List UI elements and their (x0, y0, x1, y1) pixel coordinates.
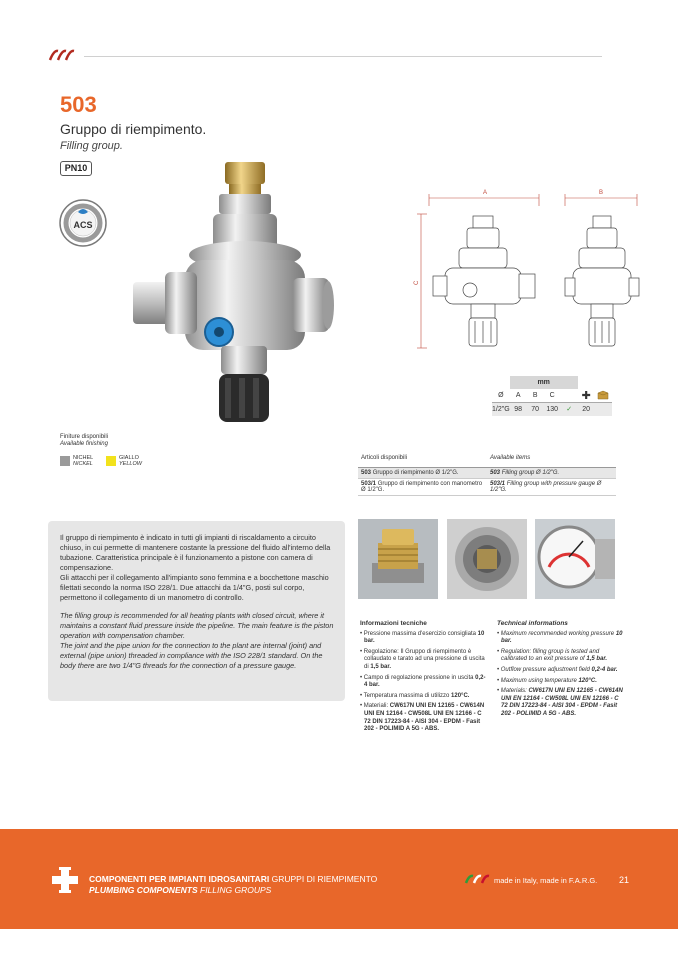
list-item: • Maximum recommended working pressure 10 bar. (497, 630, 623, 645)
acs-certification-icon (58, 198, 108, 248)
plumbing-category-icon (52, 867, 78, 893)
finish-nickel-en: NICKEL (73, 461, 93, 467)
dimension-col-c: C (544, 389, 561, 403)
footer-category-it-bold: COMPONENTI PER IMPIANTI IDROSANITARI (89, 874, 270, 884)
pressure-badge: PN10 (60, 161, 92, 176)
dimension-col-b: B (527, 389, 544, 403)
table-row (358, 478, 616, 495)
description-box (48, 521, 345, 701)
footer-category-it (89, 874, 377, 884)
list-item: • Pressione massima d'esercizio consigliata 10 bar. (360, 630, 485, 645)
footer-category-en-sub: FILLING GROUPS (200, 885, 272, 895)
list-item: • Outflow pressure adjustment field 0,2-4 bar. (497, 666, 618, 673)
product-title-en: Filling group. (60, 140, 123, 152)
dimension-col-a: A (510, 389, 527, 403)
description-en-1: The filling group is recommended for all heating plants with closed circuit, where it maintains a constant fluid pressure inside the pipeline. The main feature is the piston operation with compensation chamber. (60, 611, 334, 640)
item-code: 503/1 (361, 480, 377, 487)
plus-icon: ✚ (578, 389, 595, 403)
detail-photo-gauge (535, 519, 615, 599)
made-in-italy: made in Italy, made in F.A.R.G. (494, 876, 598, 885)
technical-info-it (360, 620, 488, 737)
footer-category-en (89, 885, 271, 895)
list-item: • Maximum using temperature 120°C. (497, 677, 597, 684)
dimension-label-a: A (482, 190, 488, 196)
list-item: • Campo di regolazione pressione in uscita 0,2-4 bar. (360, 674, 486, 689)
dimension-value-pack: 20 (578, 403, 595, 416)
footer-band (0, 829, 678, 929)
description-en-2: The joint and the pipe union for the connection to the plant are internal (joint) and external (pipe union) threaded in compliance with the ISO 228/1 standard. On the body there are two 1/4"G threads for the connection of a pressure gauge. (60, 641, 323, 670)
table-row (358, 467, 616, 478)
description-it-1: Il gruppo di riempimento è indicato in tutti gli impianti di riscaldamento a circuito chiuso, in cui permette di mantenere costante la pressione del fluido all'interno della tubazione. Caratteristica principale è il funzionamento a pistone con camera di compensazione. (60, 533, 331, 572)
finishes-title (60, 434, 108, 448)
dimension-value-b: 70 (527, 403, 544, 416)
item-desc-it: Gruppo di riempimento Ø 1/2"G. (372, 469, 459, 476)
finish-nickel-it: NICHEL (73, 455, 94, 461)
item-code: 503 (361, 469, 372, 476)
item-code: 503 (490, 469, 501, 476)
dimension-table (492, 376, 612, 416)
italian-flag-icon (465, 874, 491, 884)
swatch-nickel (60, 456, 70, 466)
dimension-col-diameter: Ø (492, 389, 510, 403)
dimension-unit: mm (510, 376, 578, 389)
detail-photo-cap (358, 519, 438, 599)
tech-title-en: Technical informations (497, 620, 568, 627)
tech-title-it: Informazioni tecniche (360, 620, 427, 627)
dimension-label-c: C (414, 280, 420, 285)
footer-category-it-sub: GRUPPI DI RIEMPIMENTO (271, 874, 378, 884)
acs-label: ACS (73, 220, 93, 230)
finishes-title-it: Finiture disponibili (60, 434, 109, 440)
dimension-value-a: 98 (510, 403, 527, 416)
finishes-title-en: Available finishing (60, 441, 108, 447)
item-desc-it: Gruppo di riempimento con manometro Ø 1/2"G. (361, 480, 483, 493)
detail-photo-thread (447, 519, 527, 599)
dimension-value-diameter: 1/2"G (492, 403, 510, 416)
product-title-it: Gruppo di riempimento. (60, 121, 207, 137)
item-code: 503/1 (490, 480, 506, 487)
footer-category-en-bold: PLUMBING COMPONENTS (89, 885, 198, 895)
dimension-label-b: B (598, 190, 604, 196)
items-head-it: Articoli disponibili (358, 453, 487, 467)
item-desc-en: Filling group Ø 1/2"G. (501, 469, 560, 476)
product-code: 503 (60, 92, 97, 117)
list-item: • Materiali: CW617N UNI EN 12165 - CW614N UNI EN 12164 - CW508L UNI EN 12166 - C 72 DIN 17223-84 - AISI 304 - EPDM - Fasit 202 - POLIMID A 5G - ABS. (360, 703, 485, 733)
list-item: • Temperatura massima di utilizzo 120°C. (360, 692, 470, 699)
product-photo (115, 160, 345, 430)
finish-yellow-en: YELLOW (119, 461, 142, 467)
list-item: • Regolazione: Il Gruppo di riempimento è collaudato e tarato ad una pressione di uscita di 1,5 bar. (360, 648, 485, 670)
swatch-yellow-label (119, 455, 142, 467)
technical-info-en (497, 620, 625, 722)
list-item: • Materials: CW617N UNI EN 12165 - CW614N UNI EN 12164 - CW508L UNI EN 12166 - C 72 DIN 17223-84 - AISI 304 - EPDM - Fasit 202 - POLIMID A 5G - ABS. (497, 688, 623, 717)
finish-yellow-it: GIALLO (119, 455, 139, 461)
top-divider (84, 56, 602, 57)
page-number: 21 (619, 875, 630, 885)
list-item: • Regulation: filling group is tested and calibrated to an exit pressure of 1,5 bar. (497, 648, 608, 663)
box-icon (595, 389, 612, 403)
description-it-2: Gli attacchi per il collegamento all'impianto sono femmina e a bocchettone maschio filettati secondo la norma ISO 228/1. Due attacchi da 1/4"G, posti sul corpo, permettono il collegamento di un manometro di controllo. (60, 573, 329, 602)
check-icon: ✓ (561, 403, 578, 416)
swatch-yellow (106, 456, 116, 466)
available-items-table (358, 453, 616, 496)
item-desc-en: Filling group with pressure gauge Ø 1/2"G. (490, 480, 602, 493)
swatch-nickel-label (73, 455, 93, 467)
dimension-value-c: 130 (544, 403, 561, 416)
technical-drawing (415, 186, 645, 356)
items-head-en: Available items (487, 453, 616, 467)
brand-logo-icon (48, 49, 78, 61)
